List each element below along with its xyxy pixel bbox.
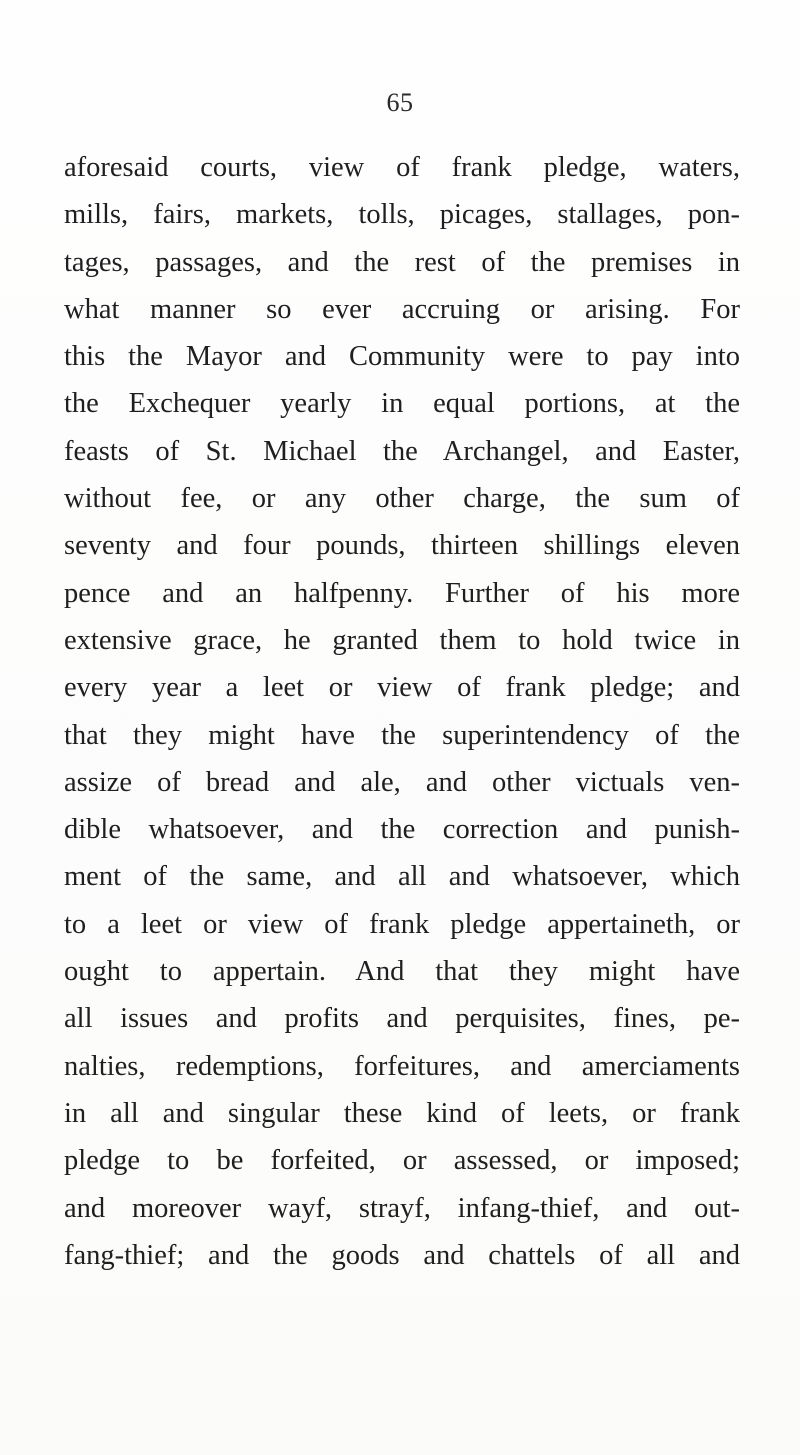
text-line: that they might have the superintendency of the <box>64 719 740 751</box>
page-number: 65 <box>386 88 414 117</box>
text-line: without fee, or any other charge, the sum of <box>64 483 740 515</box>
text-line: in all and singular these kind of leets, or frank <box>64 1097 740 1129</box>
text-line: tages, passages, and the rest of the premises in <box>64 246 740 278</box>
text-line: and moreover wayf, strayf, infang-thief, and out- <box>64 1192 740 1224</box>
text-line: extensive grace, he granted them to hold twice in <box>64 624 740 656</box>
text-line: pence and an halfpenny. Further of his more <box>64 577 740 609</box>
text-line: all issues and profits and perquisites, fines, pe- <box>64 1003 740 1035</box>
text-line: ought to appertain. And that they might have <box>64 956 740 988</box>
text-line: feasts of St. Michael the Archangel, and Easter, <box>64 435 740 467</box>
text-line: nalties, redemptions, forfeitures, and amerciaments <box>64 1050 740 1082</box>
text-line: what manner so ever accruing or arising. For <box>64 293 740 325</box>
text-line: to a leet or view of frank pledge appertaineth, or <box>64 908 740 940</box>
text-line: seventy and four pounds, thirteen shillings eleven <box>64 530 740 562</box>
text-line: the Exchequer yearly in equal portions, at the <box>64 388 740 420</box>
body-text <box>64 144 740 1279</box>
text-line: this the Mayor and Community were to pay into <box>64 341 740 373</box>
text-line: dible whatsoever, and the correction and punish- <box>64 814 740 846</box>
text-line: aforesaid courts, view of frank pledge, waters, <box>64 152 740 183</box>
text-line: every year a leet or view of frank pledge; and <box>64 672 740 704</box>
text-line: pledge to be forfeited, or assessed, or imposed; <box>64 1145 740 1177</box>
text-line: mills, fairs, markets, tolls, picages, stallages, pon- <box>64 199 740 231</box>
text-line: ment of the same, and all and whatsoever, which <box>64 861 740 893</box>
text-line: assize of bread and ale, and other victuals ven- <box>64 766 740 798</box>
text-line: fang-thief; and the goods and chattels of all and <box>64 1239 740 1271</box>
